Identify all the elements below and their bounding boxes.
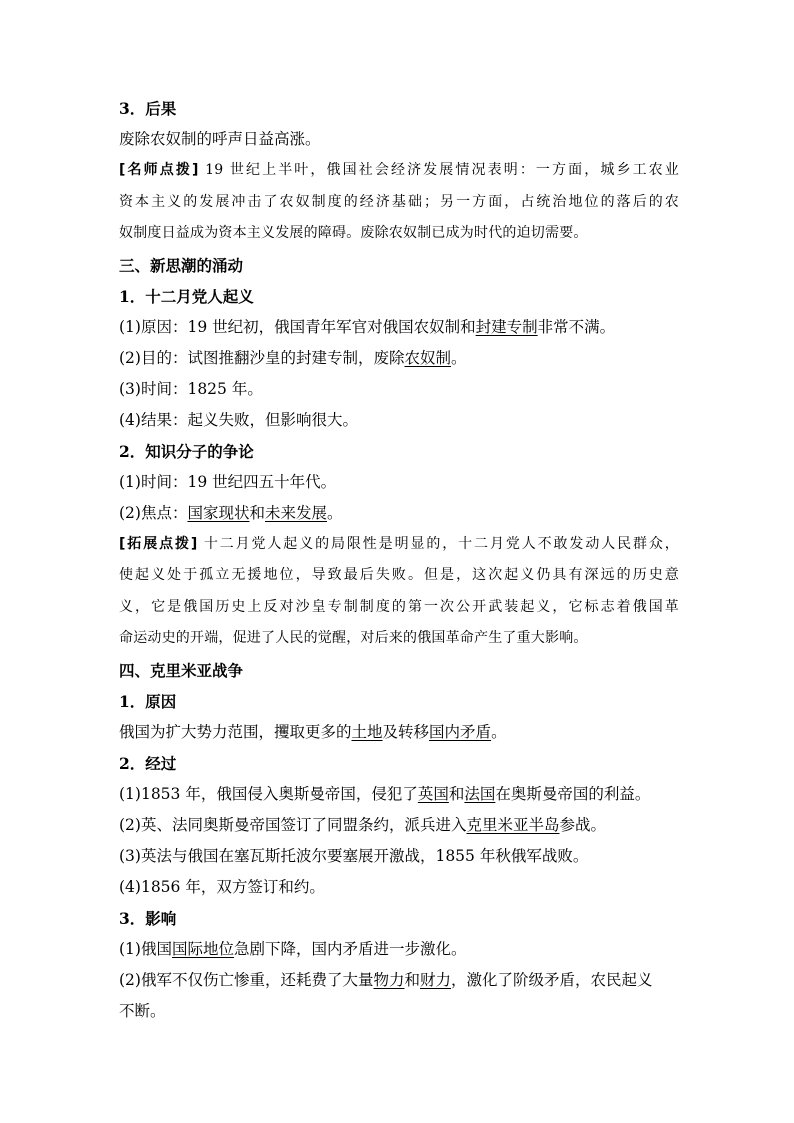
list-item: (1)1853 年，俄国侵入奥斯曼帝国，侵犯了英国和法国在奥斯曼帝国的利益。	[119, 784, 651, 803]
tip-text: 义，它是俄国历史上反对沙皇专制制度的第一次公开武装起义，它标志着俄国革	[119, 598, 679, 615]
tip-text: 奴制度日益成为资本主义发展的障碍。废除农奴制已成为时代的迫切需要。	[119, 225, 588, 241]
list-item: (1)原因：19 世纪初，俄国青年军官对俄国农奴制和封建专制非常不满。	[119, 317, 616, 336]
subsection-title: 3．影响	[119, 908, 177, 928]
extension-tip-block	[119, 529, 679, 655]
tip-text: 十二月党人起义的局限性是明显的，十二月党人不敢发动人民群众，	[197, 535, 679, 552]
list-item: (4)结果：起义失败，但影响很大。	[119, 410, 358, 429]
key-term: 法国	[464, 784, 496, 803]
key-term: 物力	[373, 970, 405, 989]
section-heading: 3．后果	[119, 99, 177, 118]
list-item: (2)俄军不仅伤亡惨重，还耗费了大量物力和财力，激化了阶级矛盾，农民起义	[119, 970, 653, 989]
key-term: 克里米亚半岛	[466, 815, 560, 834]
paragraph: 俄国为扩大势力范围，攫取更多的土地及转移国内矛盾。	[119, 722, 507, 741]
section-title: 四、克里米亚战争	[119, 660, 244, 680]
list-item: (1)时间：19 世纪四五十年代。	[119, 472, 337, 491]
list-item: (4)1856 年，双方签订和约。	[119, 877, 325, 896]
subsection-title: 2．经过	[119, 753, 177, 773]
subsection-title: 1．十二月党人起义	[119, 286, 254, 306]
list-item: (2)英、法同奥斯曼帝国签订了同盟条约，派兵进入克里米亚半岛参战。	[119, 815, 606, 834]
tip-tag: [拓展点拨]	[119, 535, 198, 552]
list-item: (3)时间：1825 年。	[119, 379, 263, 398]
key-term: 国际地位	[171, 939, 234, 958]
section-title: 三、新思潮的涌动	[119, 255, 244, 275]
tip-text: 19 世纪上半叶，俄国社会经济发展情况表明：一方面，城乡工农业	[198, 162, 679, 178]
key-term: 未来发展	[265, 503, 328, 522]
key-term: 封建专制	[475, 317, 538, 336]
tip-text: 资本主义的发展冲击了农奴制度的经济基础；另一方面，占统治地位的落后的农	[119, 193, 679, 210]
tip-tag: [名师点拨]	[119, 162, 199, 178]
list-item-continued: 不断。	[119, 1001, 166, 1020]
list-item: (3)英法与俄国在塞瓦斯托波尔要塞展开激战，1855 年秋俄军战败。	[119, 846, 589, 865]
document-page	[119, 93, 679, 1027]
paragraph: 废除农奴制的呼声日益高涨。	[119, 130, 321, 148]
key-term: 财力	[420, 970, 452, 989]
list-item: (2)目的：试图推翻沙皇的封建专制，废除农奴制。	[119, 348, 467, 367]
subsection-title: 1．原因	[119, 691, 177, 711]
subsection-title: 2．知识分子的争论	[119, 441, 254, 461]
teacher-tip-block	[119, 155, 679, 250]
key-term: 国家现状	[187, 503, 250, 522]
tip-text: 使起义处于孤立无援地位，导致最后失败。但是，这次起义仍具有深远的历史意	[119, 567, 679, 583]
list-item: (2)焦点：国家现状和未来发展。	[119, 503, 343, 522]
key-term: 土地	[351, 722, 383, 741]
key-term: 英国	[417, 784, 449, 803]
key-term: 国内矛盾	[429, 722, 492, 741]
key-term: 农奴制	[404, 348, 451, 367]
tip-text: 命运动史的开端，促进了人民的觉醒，对后来的俄国革命产生了重大影响。	[119, 630, 588, 646]
list-item: (1)俄国国际地位急剧下降，国内矛盾进一步激化。	[119, 939, 467, 958]
